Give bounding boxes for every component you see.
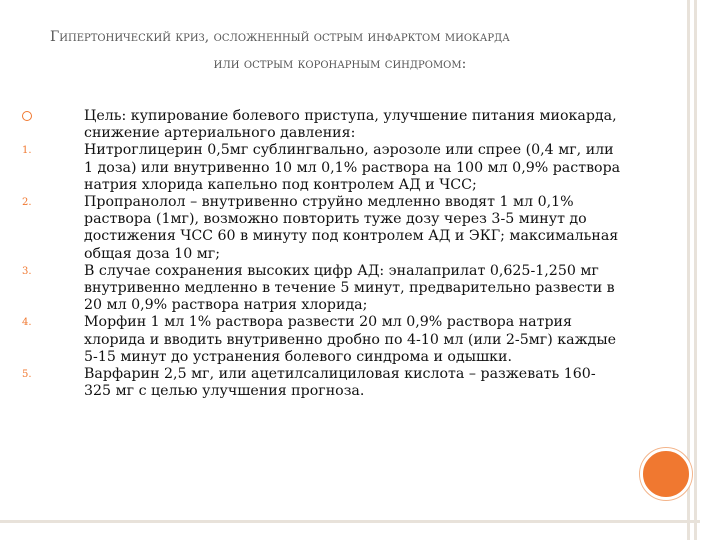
list-item-number: 5. <box>22 369 32 381</box>
list-item-2 <box>22 194 622 263</box>
list-item-3 <box>22 263 622 315</box>
list-item-text: Варфарин 2,5 мг, или ацетилсалициловая кислота – разжевать 160-325 мг с целью улучшения прогноза. <box>84 366 596 400</box>
list-item-number: 2. <box>22 197 32 209</box>
slide-title-line2: или острым коронарным синдромом: <box>213 56 467 72</box>
list-item-text: Нитроглицерин 0,5мг сублингвально, аэрозоле или спрее (0,4 мг, или 1 доза) или внутривенно 10 мл 0,1% раствора на 100 мл 0,9% раствора натрия хлорида капельно под контролем АД и ЧСС; <box>84 142 621 193</box>
list-item-text: В случае сохранения высоких цифр АД: эналаприлат 0,625-1,250 мг внутривенно медленно в течение 5 минут, предварительно развести в 20 мл 0,9% раствора натрия хлорида; <box>84 262 615 314</box>
list-item-1 <box>22 142 622 194</box>
slide-title <box>20 24 660 78</box>
list-item-goal <box>22 108 622 142</box>
list-item-text: Морфин 1 мл 1% раствора развести 20 мл 0,9% раствора натрия хлорида и вводить внутривенно дробно по 4-10 мл (или 2-5мг) каждые 5-15 минут до устранения болевого синдрома и одышки. <box>84 314 617 365</box>
accent-circle-decoration <box>640 448 692 500</box>
slide-title-line1: Гипертонический криз, осложненный острым инфарктом миокарда <box>50 29 510 45</box>
list-item-number: 4. <box>22 317 32 329</box>
list-item-number: 3. <box>22 265 32 277</box>
list-item-text: Цель: купирование болевого приступа, улучшение питания миокарда, снижение артериального давления: <box>84 108 617 142</box>
list-item-text: Пропранолол – внутривенно струйно медленно вводят 1 мл 0,1% раствора (1мг), возможно повторить туже дозу через 3-5 минут до достижения ЧСС 60 в минуту под контролем АД и ЭКГ; максимальная общая доза 10 мг; <box>84 194 619 262</box>
slide-border-right-inner <box>694 0 697 540</box>
slide-border-bottom <box>0 520 700 523</box>
list-item-4 <box>22 314 622 366</box>
bullet-circle-icon <box>22 111 32 121</box>
content-list <box>22 108 622 400</box>
list-item-5 <box>22 366 622 400</box>
list-item-number: 1. <box>22 145 32 157</box>
